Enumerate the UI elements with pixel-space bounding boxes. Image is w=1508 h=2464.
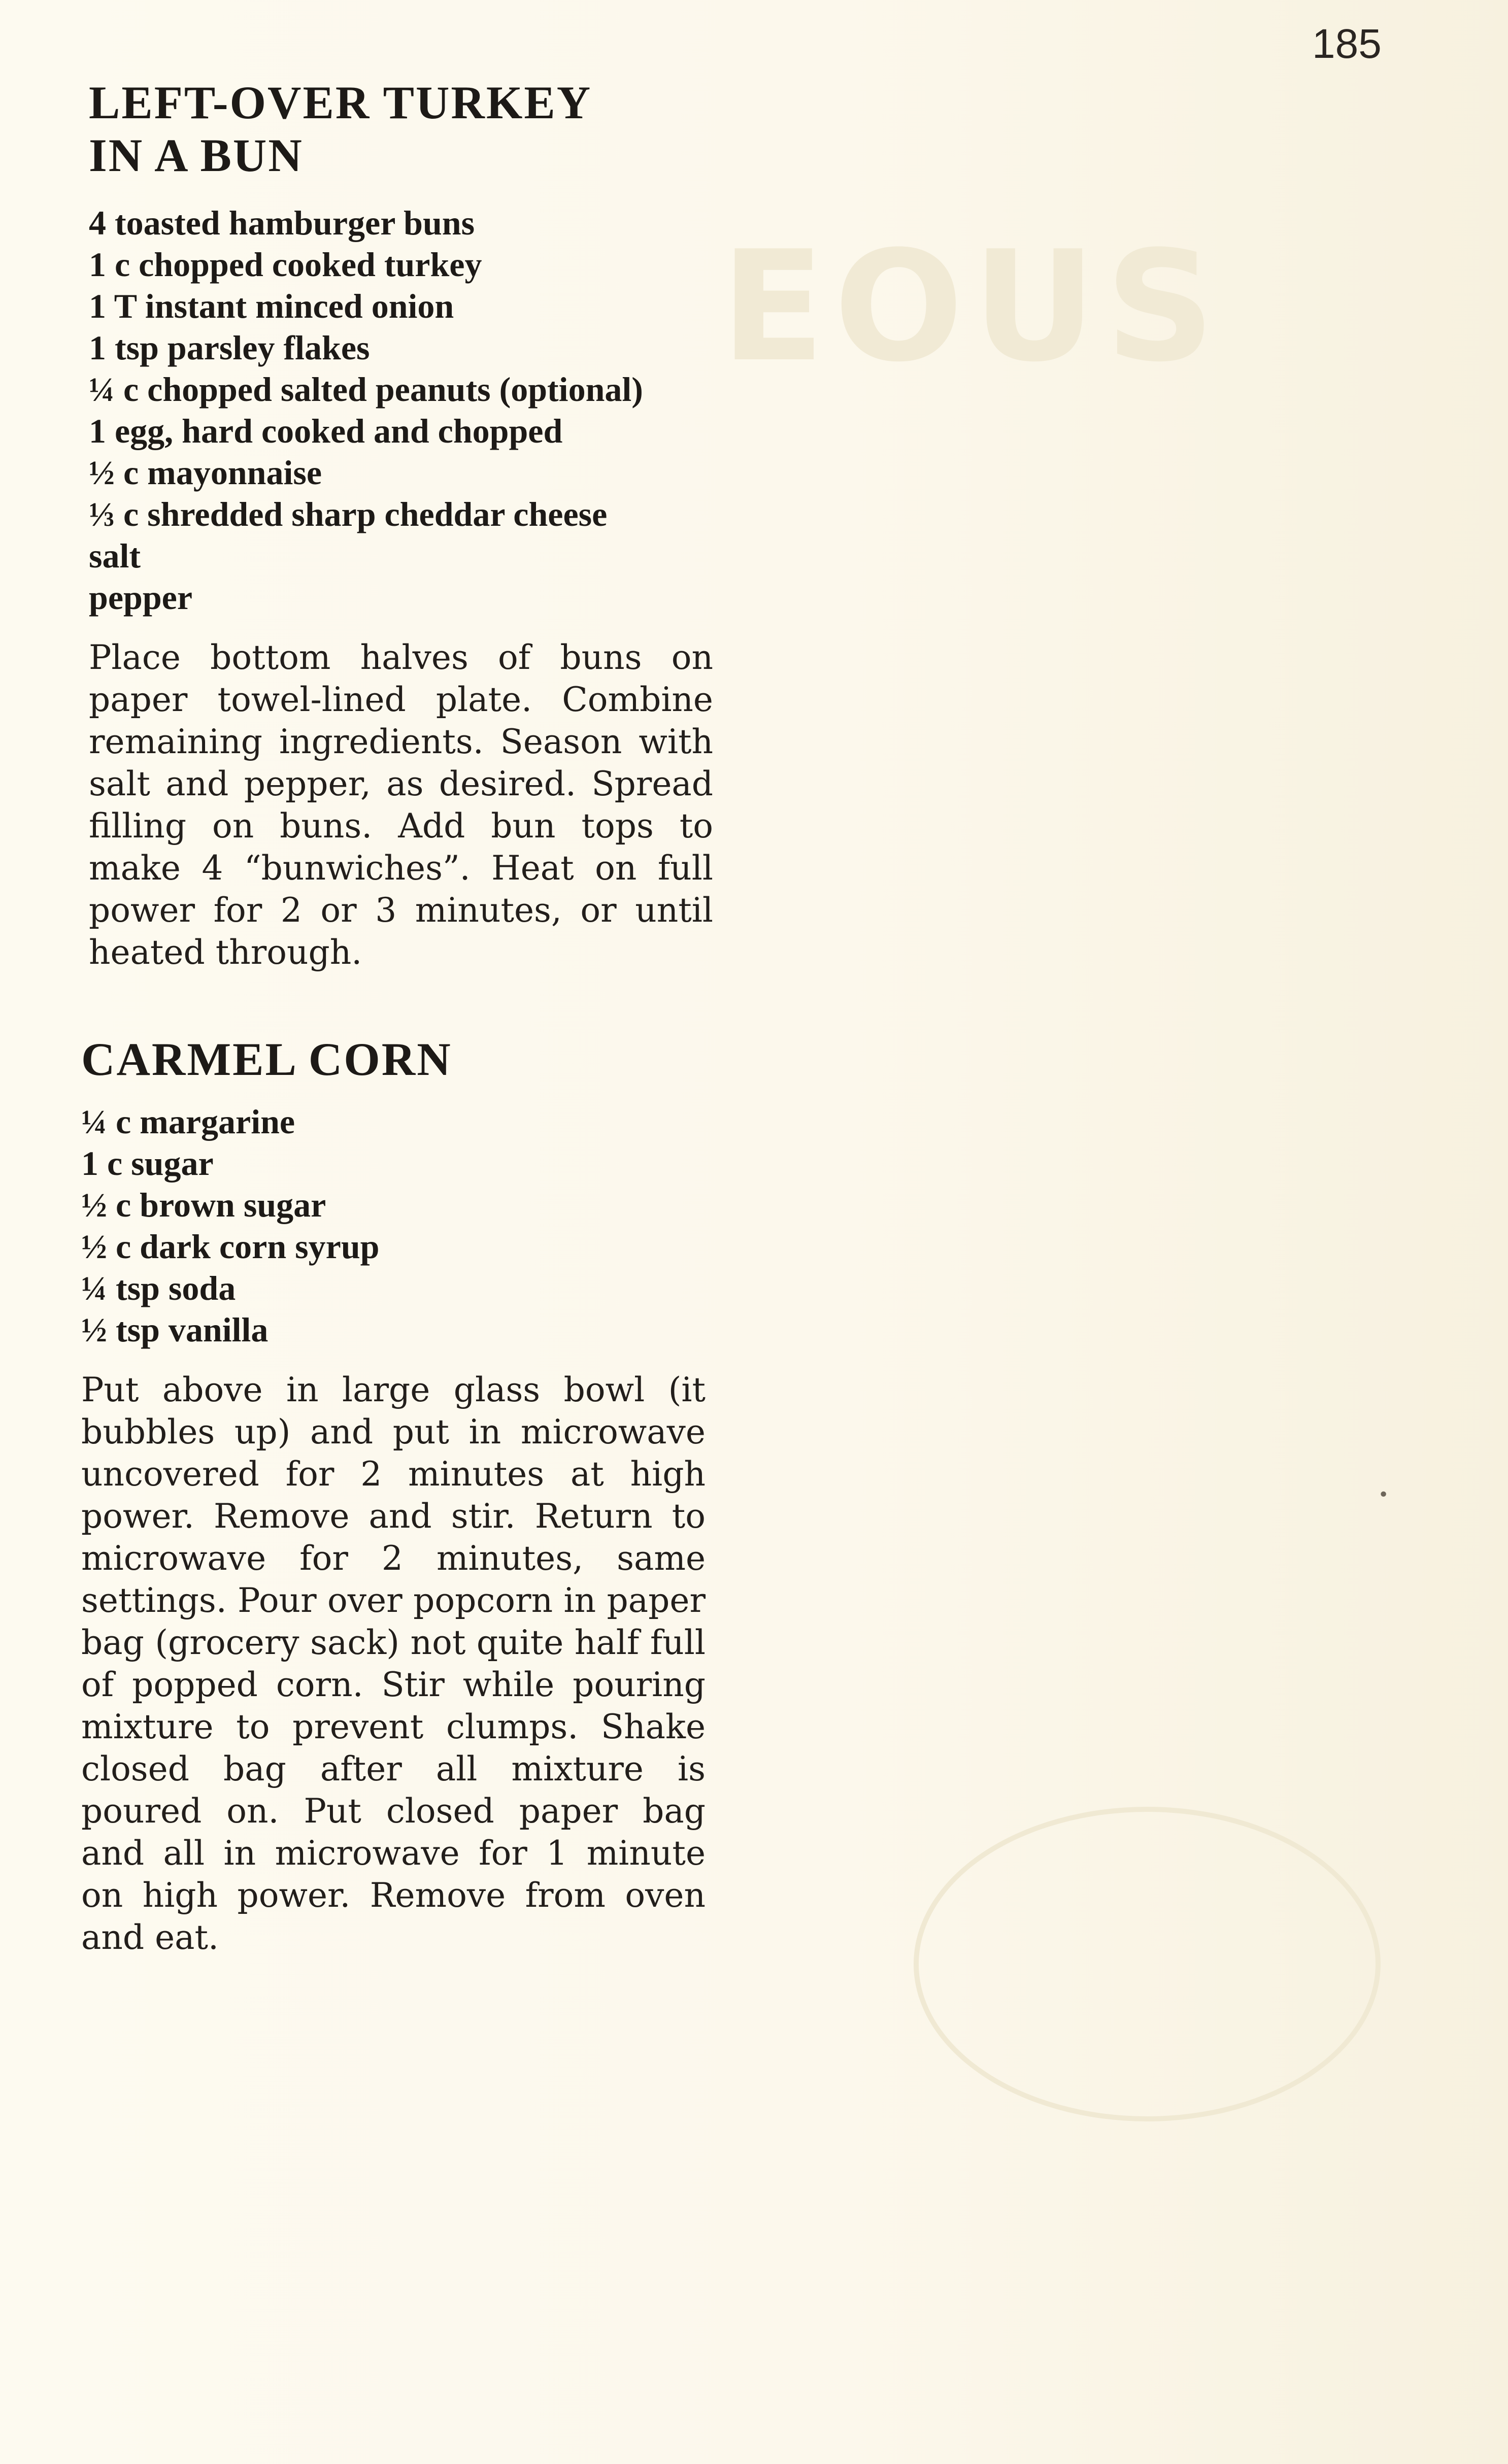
recipe-directions: Place bottom halves of buns on paper towel-lined plate. Combine remaining ingredients. Season with salt and pepper, as desired. Spread filling on buns. Add bun tops to make 4 “bunwiches”. Heat on full power for 2 or 3 minutes, or until heated through.	[89, 638, 713, 972]
ingredient-item: ½ c brown sugar	[81, 1186, 326, 1224]
ingredient-item: ½ c mayonnaise	[89, 453, 322, 492]
show-through-print: EOUS	[721, 218, 1224, 395]
ingredient-item: ¼ tsp soda	[81, 1269, 236, 1307]
ingredient-item: ⅓ c shredded sharp cheddar cheese	[89, 495, 608, 533]
recipe-title-line: LEFT-OVER TURKEY	[89, 77, 592, 128]
ingredient-item: ¼ c margarine	[81, 1102, 295, 1141]
ingredient-item: ½ tsp vanilla	[81, 1310, 269, 1349]
ingredient-item: ¼ c chopped salted peanuts (optional)	[89, 370, 643, 409]
recipe-carmel-corn	[81, 1033, 706, 1959]
ingredient-item: pepper	[89, 578, 192, 617]
ingredient-item: salt	[89, 536, 141, 575]
ingredient-item: 1 T instant minced onion	[89, 287, 454, 325]
ingredient-item: ½ c dark corn syrup	[81, 1227, 380, 1266]
ingredient-item: 1 egg, hard cooked and chopped	[89, 412, 563, 450]
recipe-title-line: IN A BUN	[89, 129, 304, 181]
ingredient-item: 1 c sugar	[81, 1144, 214, 1183]
print-speck: •	[1378, 1484, 1389, 1505]
ingredient-list	[81, 1101, 706, 1351]
show-through-shape	[914, 1807, 1381, 2121]
ingredient-item: 1 tsp parsley flakes	[89, 328, 370, 367]
recipe-directions: Put above in large glass bowl (it bubbles up) and put in microwave uncovered for 2 minutes at high power. Remove and stir. Return to microwave for 2 minutes, same settings. Pour over popcorn in paper bag (grocery sack) not quite half full of popped corn. Stir while pouring mixture to prevent clumps. Shake closed bag after all mixture is poured on. Put closed paper bag and all in microwave for 1 minute on high power. Remove from oven and eat.	[81, 1370, 706, 1957]
recipe-title	[89, 76, 713, 182]
recipe-title-line: CARMEL CORN	[81, 1033, 452, 1085]
page-number: 185	[1312, 21, 1382, 67]
recipe-title	[81, 1033, 706, 1086]
ingredient-list	[89, 202, 713, 618]
ingredient-item: 1 c chopped cooked turkey	[89, 245, 482, 284]
ingredient-item: 4 toasted hamburger buns	[89, 204, 475, 242]
recipe-turkey-bun	[89, 76, 713, 973]
